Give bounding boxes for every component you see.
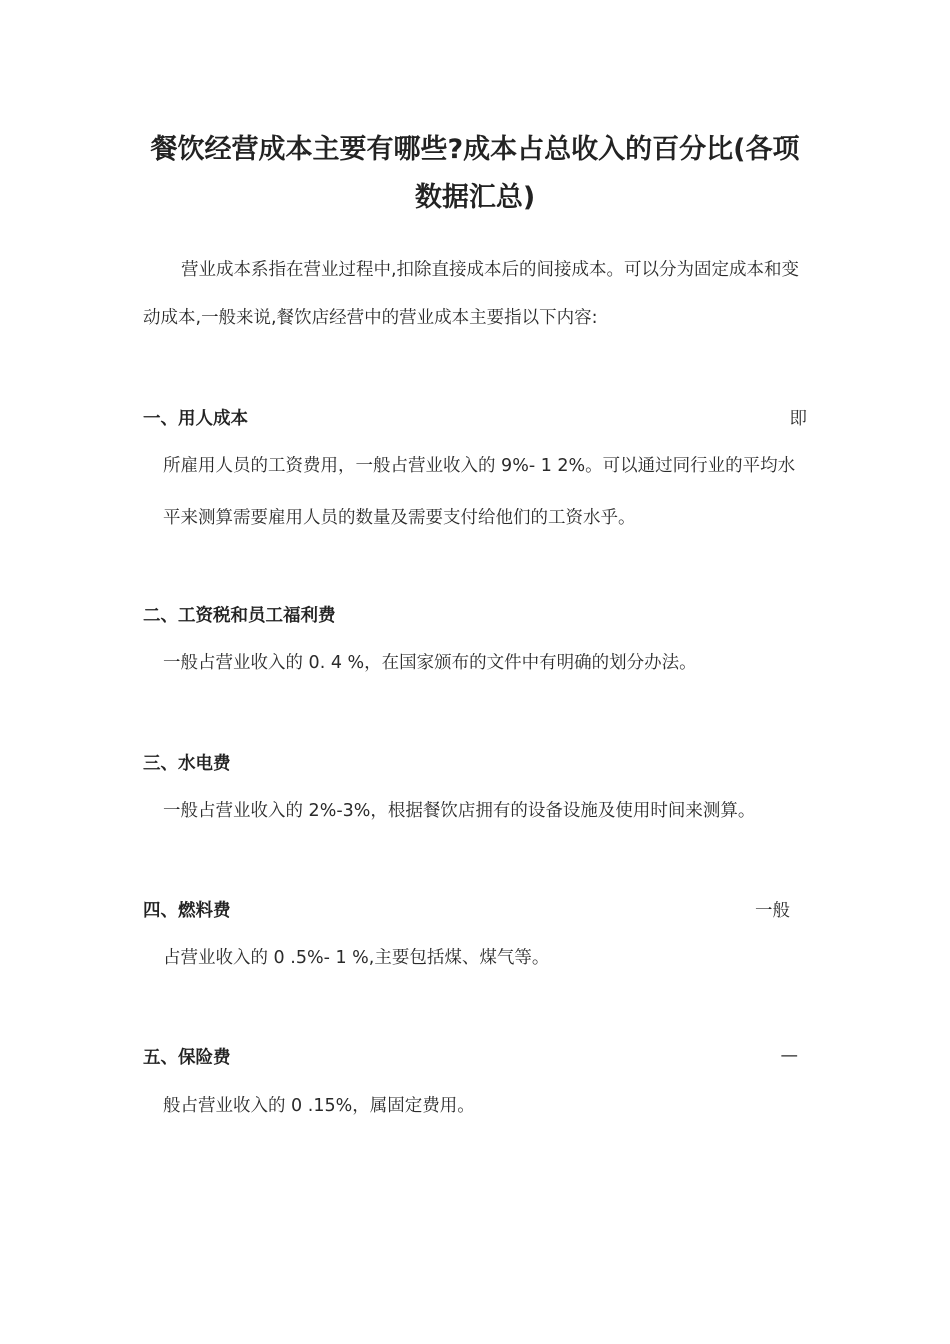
section-2-body: 一般占营业收入的 0. 4 %，在国家颁布的文件中有明确的划分办法。 [163,653,697,673]
section-4-heading-tail: 一般 [755,900,790,921]
section-5-heading: 五、保险费 [143,1047,231,1068]
section-5-heading-tail: — [780,1046,798,1066]
section-2-heading: 二、工资税和员工福利费 [143,605,336,626]
section-4-body: 占营业收入的 0 .5%- 1 %,主要包括煤、煤气等。 [163,948,550,968]
section-3-heading: 三、水电费 [143,753,231,774]
section-1-heading-tail: 即 [789,408,807,429]
section-4-heading: 四、燃料费 [143,900,231,921]
document-title: 餐饮经营成本主要有哪些?成本占总收入的百分比(各项数据汇总) [150,134,800,213]
section-3-body: 一般占营业收入的 2%-3%，根据餐饮店拥有的设备设施及使用时间来测算。 [163,801,756,821]
section-4-heading-row [143,894,790,924]
section-2-heading-row [143,599,807,629]
section-1-heading: 一、用人成本 [143,408,248,429]
section-1-body: 所雇用人员的工资费用，一般占营业收入的 9%- 1 2%。可以通过同行业的平均水平来测算需要雇用人员的数量及需要支付给他们的工资水乎。 [163,456,796,528]
section-1-heading-row [143,402,807,432]
intro-paragraph: 营业成本系指在营业过程中,扣除直接成本后的间接成本。可以分为固定成本和变动成本,一般来说,餐饮店经营中的营业成本主要指以下内容: [143,260,800,328]
section-5-body: 般占营业收入的 0 .15%，属固定费用。 [163,1096,475,1116]
section-3-heading-row [143,747,807,777]
section-5-heading-row [143,1041,798,1071]
